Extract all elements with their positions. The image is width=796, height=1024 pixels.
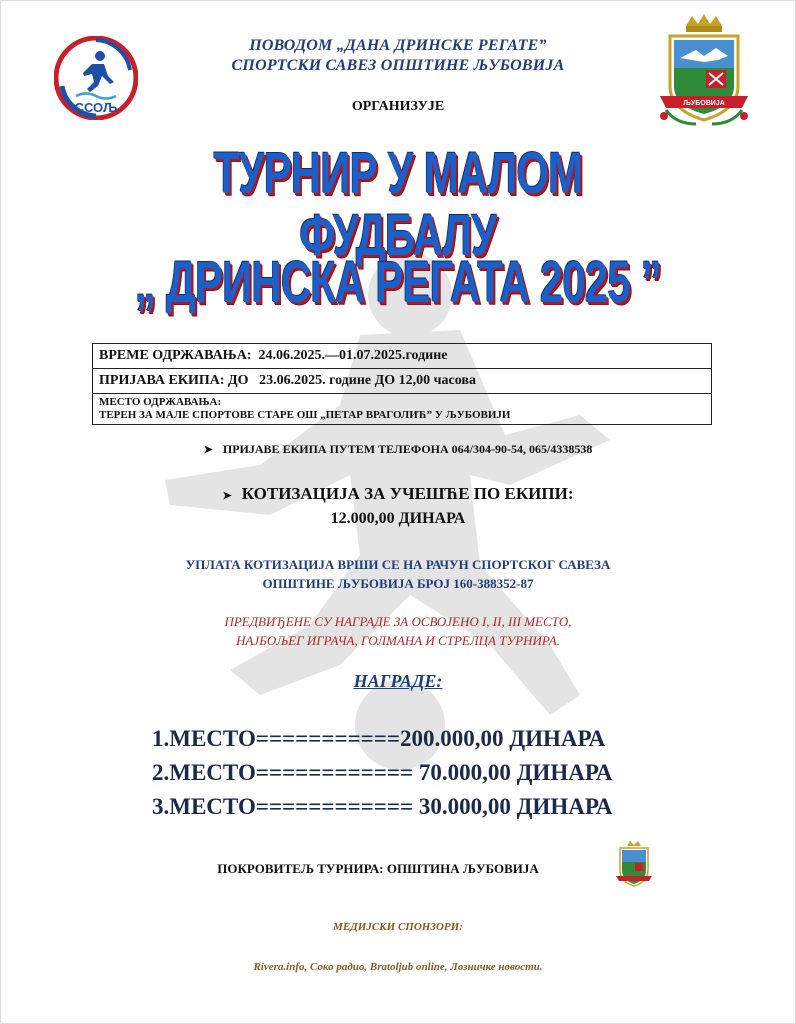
- prizes-note-line-2: НАЈБОЉЕГ ИГРАЧА, ГОЛМАНА И СТРЕЛЦА ТУРНИРА.: [236, 633, 560, 648]
- tournament-title: ТУРНИР У МАЛОМ ФУДБАЛУ: [213, 141, 583, 268]
- payment-line-1: УПЛАТА КОТИЗАЦИЈА ВРШИ СЕ НА РАЧУН СПОРТСКОГ САВЕЗА: [185, 557, 611, 572]
- tournament-subtitle: „ ДРИНСКА РЕГАТА 2025 ”: [135, 250, 661, 315]
- media-sponsors-list: Rivera.info, Соко радио, Bratoljub online, Лозничке новости.: [253, 961, 543, 973]
- media-sponsors-title: МЕДИЈСКИ СПОНЗОРИ:: [333, 921, 463, 933]
- award-row-2: 2.МЕСТО============ 70.000,00 ДИНАРА: [152, 760, 613, 785]
- fee-amount: 12.000,00 ДИНАРА: [330, 510, 466, 527]
- venue-value: ТЕРЕН ЗА МАЛЕ СПОРТОВЕ СТАРЕ ОШ „ПЕТАР ВРАГОЛИЋ” У ЉУБОВИЈИ: [99, 409, 511, 421]
- award-row-1: 1.МЕСТО===========200.000,00 ДИНАРА: [152, 726, 606, 751]
- phone-line: [0, 442, 796, 457]
- venue-label: МЕСТО ОДРЖАВАЊА:: [99, 396, 222, 408]
- details-table: [92, 343, 712, 425]
- logo-text: ССОЉ: [74, 100, 118, 115]
- time-value: 24.06.2025.—01.07.2025.године: [258, 348, 448, 363]
- fee-title-line: [0, 484, 796, 504]
- patron-line: ПОКРОВИТЕЉ ТУРНИРА: ОПШТИНА ЉУБОВИЈА: [217, 861, 539, 876]
- registration-cell: [93, 369, 712, 394]
- crest-banner-text: ЉУБОВИЈА: [683, 100, 725, 107]
- organizes-label: ОРГАНИЗУЈЕ: [351, 99, 445, 114]
- registration-label: ПРИЈАВА ЕКИПА: ДО: [99, 373, 249, 388]
- table-row: [93, 369, 712, 394]
- prizes-note-line-1: ПРЕДВИЂЕНЕ СУ НАГРАДЕ ЗА ОСВОЈЕНО I, II, III МЕСТО,: [224, 614, 572, 629]
- header-line-2: СПОРТСКИ САВЕЗ ОПШТИНЕ ЉУБОВИЈА: [231, 57, 565, 74]
- awards-heading: НАГРАДЕ:: [353, 671, 443, 691]
- venue-cell: [93, 394, 712, 425]
- header-line-1: ПОВОДОМ „ДАНА ДРИНСКЕ РЕГАТЕ”: [249, 37, 547, 54]
- table-row: [93, 344, 712, 369]
- payment-line-2: ОПШТИНЕ ЉУБОВИЈА БРОЈ 160-388352-87: [262, 576, 534, 591]
- arrow-bullet-icon: ➤: [203, 444, 213, 456]
- fee-title: КОТИЗАЦИЈА ЗА УЧЕШЋЕ ПО ЕКИПИ:: [241, 484, 574, 503]
- time-cell: [93, 344, 712, 369]
- arrow-bullet-icon: ➤: [222, 490, 232, 502]
- registration-value: 23.06.2025. године ДО 12,00 часова: [259, 373, 476, 388]
- time-label: ВРЕМЕ ОДРЖАВАЊА:: [99, 348, 252, 363]
- municipality-crest-small-icon: [614, 840, 654, 892]
- award-row-3: 3.МЕСТО============ 30.000,00 ДИНАРА: [152, 794, 613, 819]
- table-row: [93, 394, 712, 425]
- phone-text: ПРИЈАВЕ ЕКИПА ПУТЕМ ТЕЛЕФОНА 064/304-90-54, 065/4338538: [222, 442, 593, 456]
